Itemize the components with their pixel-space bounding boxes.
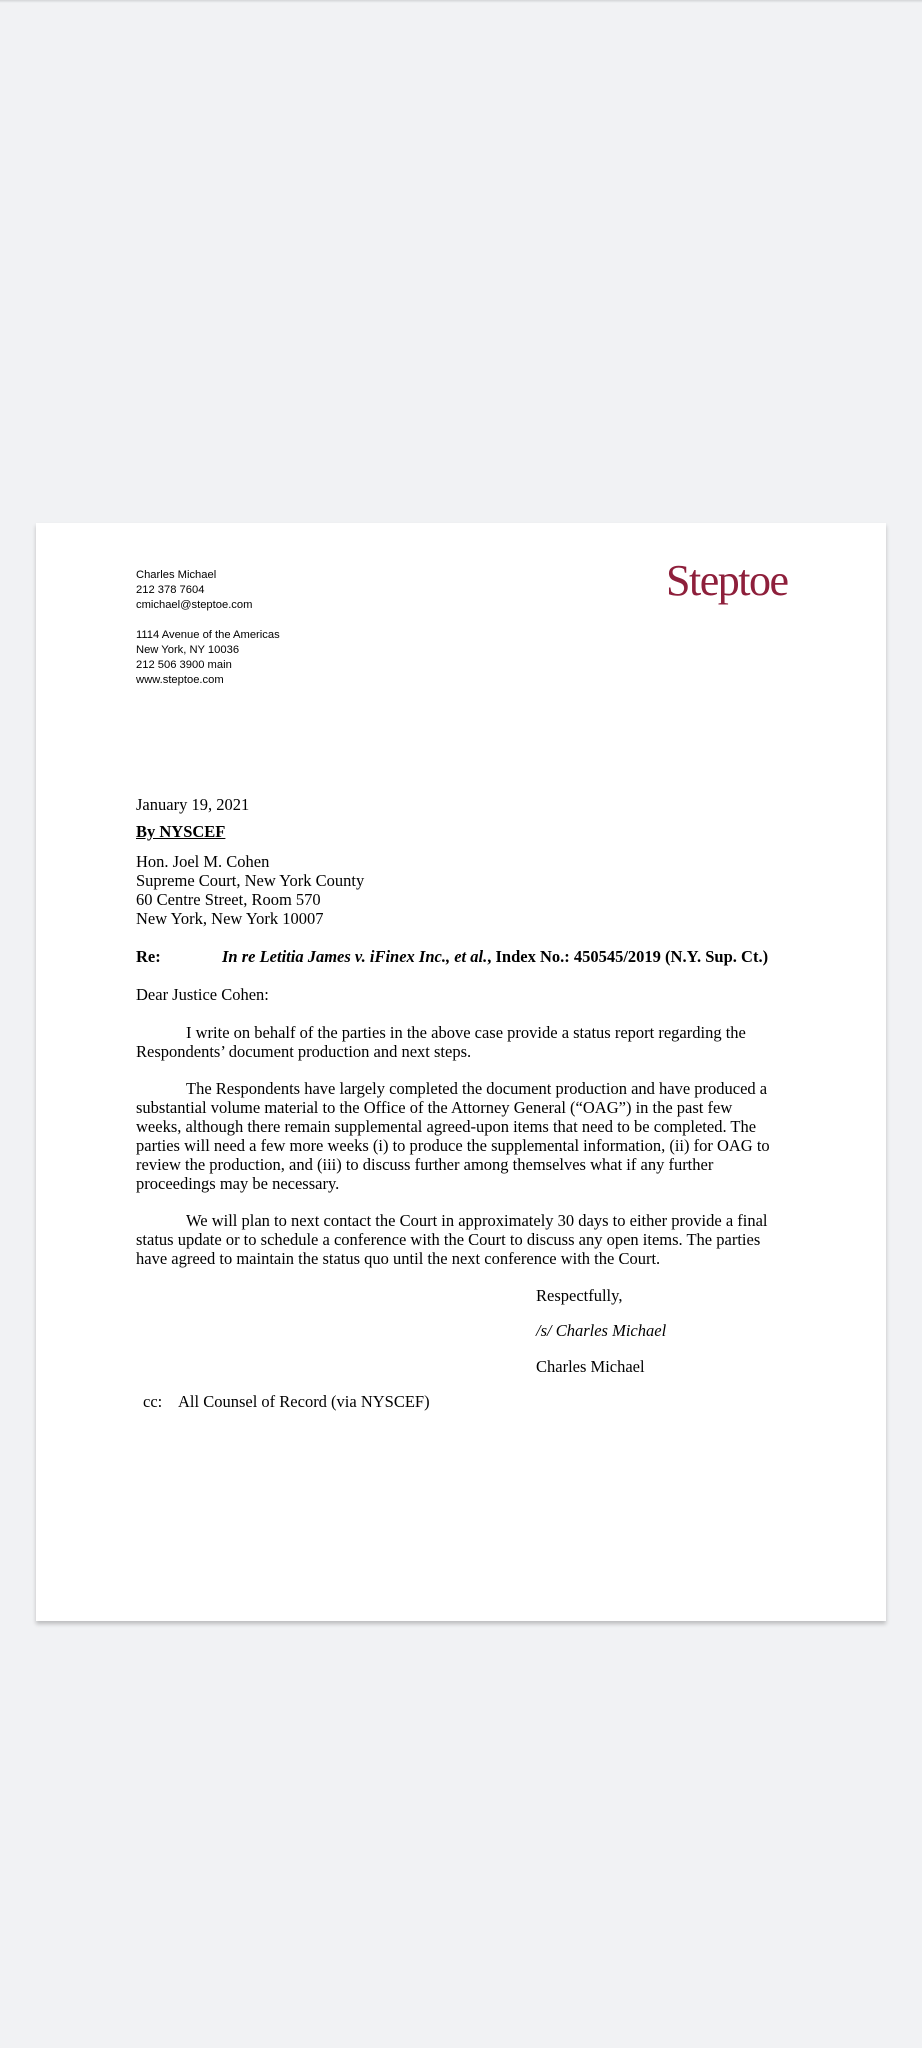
- letter-date: January 19, 2021: [136, 795, 250, 814]
- closing: Respectfully,: [536, 1286, 623, 1305]
- re-line: [136, 947, 816, 966]
- paragraph-1: I write on behalf of the parties in the above case provide a status report regarding the Respondents’ document production and next steps.: [136, 1023, 746, 1061]
- cc-recipients: All Counsel of Record (via NYSCEF): [178, 1392, 430, 1411]
- sender-phone: 212 378 7604: [136, 584, 205, 596]
- recipient-line-2: Supreme Court, New York County: [136, 871, 365, 890]
- steptoe-logo: Steptoe: [666, 556, 788, 605]
- electronic-signature: /s/ Charles Michael: [536, 1321, 667, 1340]
- cc-line: [143, 1392, 430, 1411]
- recipient-line-4: New York, New York 10007: [136, 909, 324, 928]
- sender-spacer: [136, 613, 280, 628]
- office-main-phone: 212 506 3900 main: [136, 659, 232, 671]
- cc-label: cc:: [143, 1392, 163, 1411]
- delivery-method: By NYSCEF: [136, 822, 226, 841]
- sender-block: [136, 568, 280, 688]
- sender-email: cmichael@steptoe.com: [136, 599, 253, 611]
- recipient-line-1: Hon. Joel M. Cohen: [136, 852, 270, 871]
- paragraph-2: The Respondents have largely completed the document production and have produced a substantial volume material to the Office of the Attorney General (“OAG”) in the past few weeks, although there remain supplemental agreed-upon items that need to be completed. The parties will need a few more weeks (i) to produce the supplemental information, (ii) for OAG to review the production, and (iii) to discuss further among themselves what if any further proceedings may be necessary.: [136, 1079, 770, 1193]
- sender-name: Charles Michael: [136, 569, 217, 581]
- office-website: www.steptoe.com: [136, 674, 224, 686]
- paragraph-3: We will plan to next contact the Court in approximately 30 days to either provide a final status update or to schedule a conference with the Court to discuss any open items. The parties have agreed to maintain the status quo until the next conference with the Court.: [136, 1211, 768, 1268]
- re-index: , Index No.: 450545/2019 (N.Y. Sup. Ct.): [487, 947, 769, 966]
- office-city: New York, NY 10036: [136, 644, 240, 656]
- recipient-address: [136, 852, 776, 928]
- viewer-top-shadow: [0, 0, 922, 3]
- re-case-name: In re Letitia James v. iFinex Inc., et al.: [222, 947, 488, 966]
- salutation: Dear Justice Cohen:: [136, 985, 269, 1004]
- office-street: 1114 Avenue of the Americas: [136, 629, 280, 641]
- re-label: Re:: [136, 947, 161, 966]
- recipient-line-3: 60 Centre Street, Room 570: [136, 890, 321, 909]
- document-page: [36, 523, 886, 1621]
- signer-name: Charles Michael: [536, 1357, 645, 1376]
